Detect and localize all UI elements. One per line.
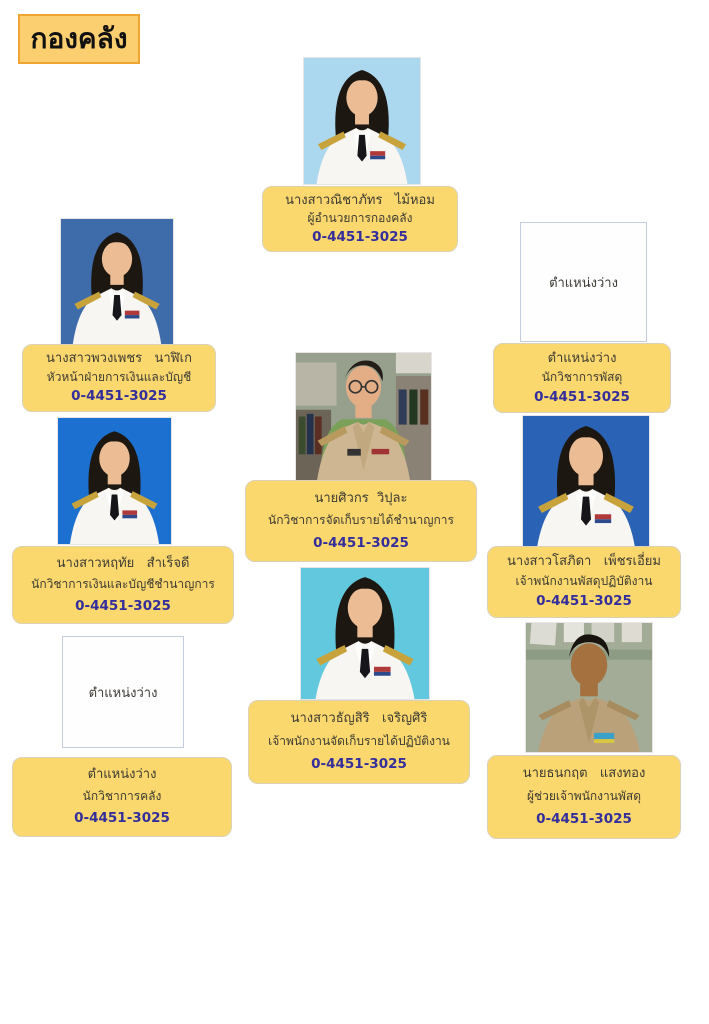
person-phone: 0-4451-3025 — [311, 756, 407, 773]
revenue-photo — [295, 352, 432, 481]
person-position: นักวิชาการเงินและบัญชีชำนาญการ — [31, 577, 215, 592]
supplies-off-photo — [522, 415, 650, 548]
treasury-vacant-box: ตำแหน่งว่าง — [62, 636, 184, 748]
card-director — [262, 186, 458, 252]
supplies-vacant-box: ตำแหน่งว่าง — [520, 222, 647, 342]
portrait-woman-icon — [61, 219, 173, 344]
person-phone: 0-4451-3025 — [536, 811, 632, 828]
finance-acct-photo — [57, 417, 172, 545]
person-phone: 0-4451-3025 — [75, 597, 171, 614]
card-finance-acct — [12, 546, 234, 624]
person-name: นางสาวโสภิดา เพ็ชรเอี่ยม — [507, 554, 661, 570]
person-position: เจ้าพนักงานพัสดุปฏิบัติงาน — [515, 574, 653, 589]
person-position: ผู้อำนวยการกองคลัง — [307, 211, 413, 226]
person-phone: 0-4451-3025 — [312, 228, 408, 245]
person-position: นักวิชาการพัสดุ — [541, 370, 623, 385]
person-phone: 0-4451-3025 — [71, 388, 167, 405]
card-supplies-vacant — [493, 343, 671, 413]
person-name: นายศิวกร วิปุละ — [314, 490, 408, 506]
finance-head-photo — [60, 218, 174, 345]
portrait-woman-icon — [301, 568, 429, 699]
person-name: นายธนกฤต แสงทอง — [522, 766, 646, 782]
person-position: ผู้ช่วยเจ้าพนักงานพัสดุ — [526, 789, 642, 804]
person-name: นางสาวหฤทัย สำเร็จดี — [56, 555, 190, 571]
person-phone: 0-4451-3025 — [74, 810, 170, 827]
page-title: กองคลัง — [18, 14, 140, 64]
card-treasury-vacant — [12, 757, 232, 837]
person-position: หัวหน้าฝ่ายการเงินและบัญชี — [46, 370, 192, 385]
card-finance-head — [22, 344, 216, 412]
supplies-asst-photo — [525, 622, 653, 753]
vacant-label: ตำแหน่งว่าง — [547, 350, 617, 366]
card-revenue — [245, 480, 477, 562]
portrait-woman-icon — [58, 418, 171, 544]
person-name: นางสาวพวงเพชร นาฬิเก — [46, 351, 192, 367]
portrait-woman-icon — [304, 58, 420, 184]
card-supplies-off — [487, 546, 681, 618]
person-position: นักวิชาการคลัง — [82, 789, 162, 804]
card-revenue-collect — [248, 700, 470, 784]
vacant-label: ตำแหน่งว่าง — [87, 767, 157, 783]
person-phone: 0-4451-3025 — [534, 388, 630, 405]
director-photo — [303, 57, 421, 185]
portrait-man-office-icon — [296, 353, 431, 480]
person-phone: 0-4451-3025 — [536, 593, 632, 610]
person-position: เจ้าพนักงานจัดเก็บรายได้ปฏิบัติงาน — [268, 734, 450, 749]
card-supplies-asst — [487, 755, 681, 839]
person-phone: 0-4451-3025 — [313, 534, 409, 551]
person-name: นางสาวณิชาภัทร ไม้หอม — [285, 192, 435, 208]
person-name: นางสาวธัญสิริ เจริญศิริ — [290, 711, 428, 727]
revenue-collect-photo — [300, 567, 430, 700]
portrait-man-icon — [526, 623, 652, 752]
portrait-woman-icon — [523, 416, 649, 547]
person-position: นักวิชาการจัดเก็บรายได้ชำนาญการ — [268, 513, 454, 528]
